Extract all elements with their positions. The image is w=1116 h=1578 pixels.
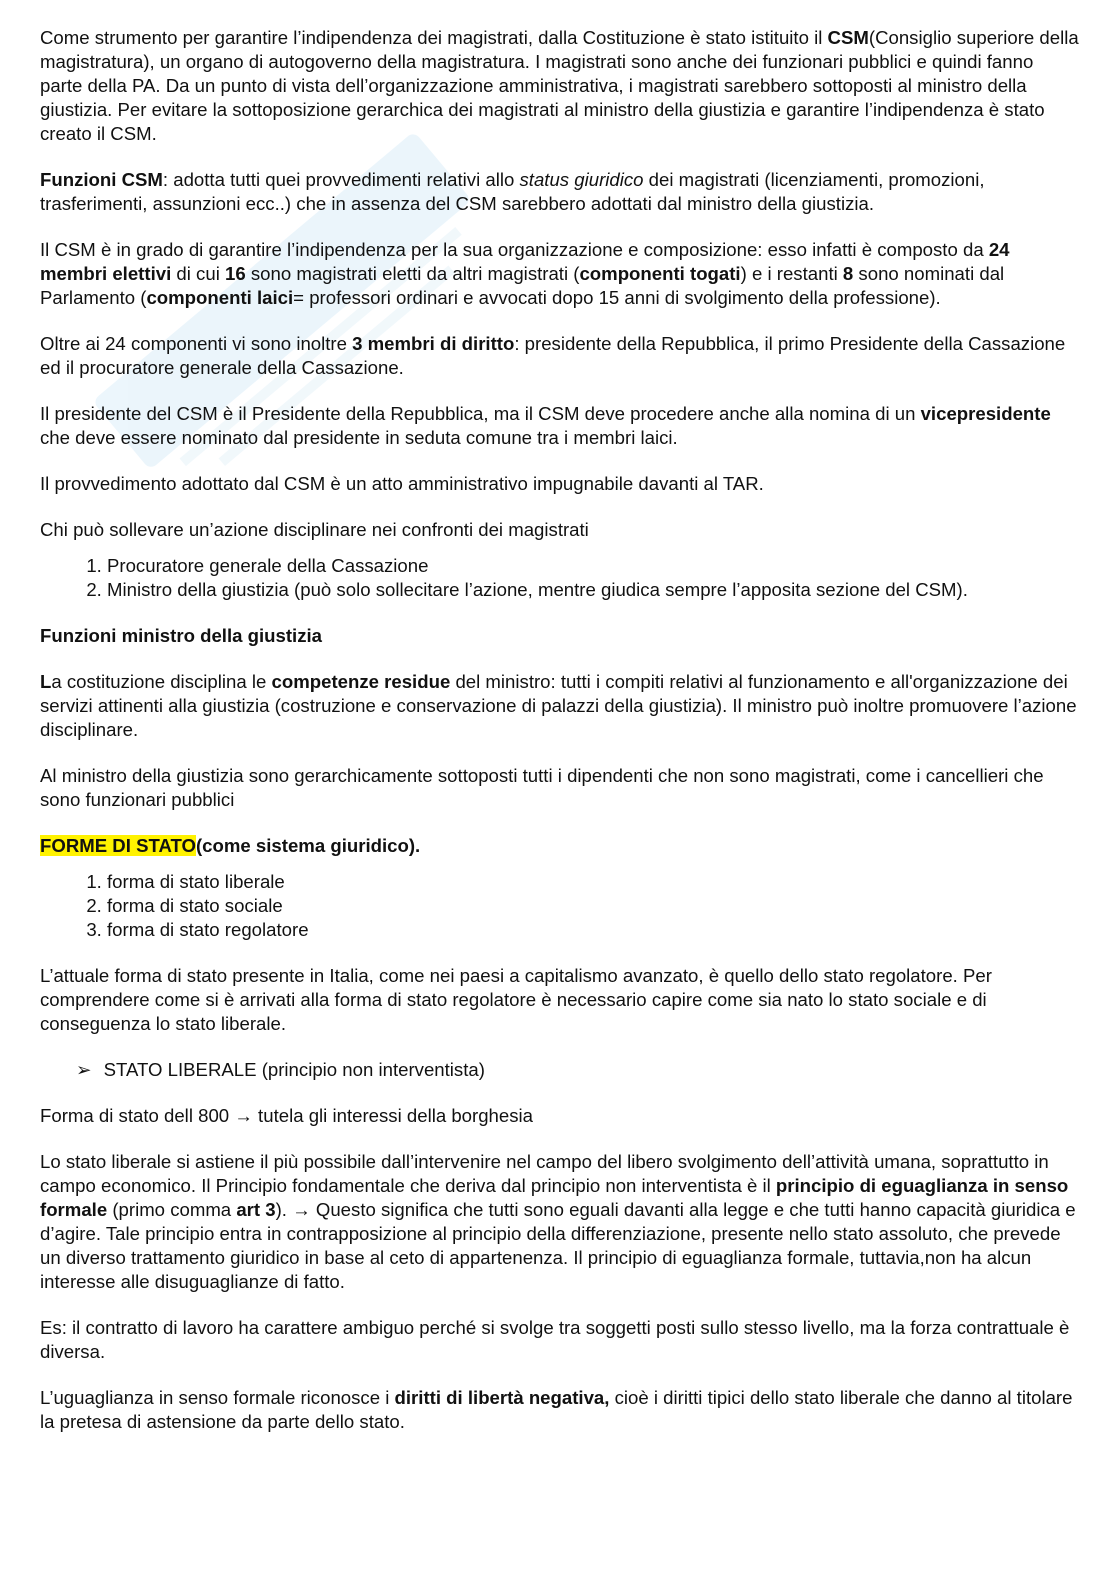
paragraph-stato-800: Forma di stato dell 800 → tutela gli interessi della borghesia	[40, 1105, 533, 1126]
paragraph-liberta-negativa: L’uguaglianza in senso formale riconosce i diritti di libertà negativa, cioè i diritti tipici dello stato liberale che danno al titolare la pretesa di astensione da parte dello stato.	[40, 1387, 1073, 1432]
paragraph-esempio-contratto: Es: il contratto di lavoro ha carattere ambiguo perché si svolge tra soggetti posti sullo stesso livello, ma la forza contrattuale è diversa.	[40, 1317, 1070, 1362]
list-forme-di-stato	[40, 870, 1080, 942]
paragraph-composizione-csm: Il CSM è in grado di garantire l’indipendenza per la sua organizzazione e composizione: esso infatti è composto da 24 membri elettivi di cui 16 sono magistrati eletti da altri magistrati (componenti togati) e i restanti 8 sono nominati dal Parlamento (componenti laici= professori ordinari e avvocati dopo 15 anni di svolgimento della professione).	[40, 239, 1010, 308]
document-page	[40, 26, 1080, 1456]
list-item: 1. Procuratore generale della Cassazione	[107, 554, 1080, 578]
list-item: 1. forma di stato liberale	[107, 870, 1080, 894]
list-item: 2. forma di stato sociale	[107, 894, 1080, 918]
paragraph-membri-diritto: Oltre ai 24 componenti vi sono inoltre 3 membri di diritto: presidente della Repubblica, il primo Presidente della Cassazione ed il procuratore generale della Cassazione.	[40, 333, 1066, 378]
heading-funzioni-ministro: Funzioni ministro della giustizia	[40, 625, 323, 646]
list-item: 2. Ministro della giustizia (può solo sollecitare l’azione, mentre giudica sempre l’apposita sezione del CSM).	[107, 578, 1080, 602]
arrow-list-item: ➢ STATO LIBERALE (principio non interventista)	[76, 1058, 1080, 1082]
paragraph-competenze-ministro: La costituzione disciplina le competenze residue del ministro: tutti i compiti relativi al funzionamento e all'organizzazione dei servizi attinenti alla giustizia (costruzione e conservazione di palazzi della giustizia). Il ministro può inoltre promuovere l’azione disciplinare.	[40, 671, 1077, 740]
list-azione-disciplinare	[40, 554, 1080, 602]
paragraph-stato-liberale: Lo stato liberale si astiene il più possibile dall’intervenire nel campo del libero svolgimento dell’attività umana, soprattutto in campo economico. Il Principio fondamentale che deriva dal principio non interventista è il principio di eguaglianza in senso formale (primo comma art 3). → Questo significa che tutti sono eguali davanti alla legge e che tutti hanno capacità giuridica e d’agire. Tale principio entra in contrapposizione al principio della differenziazione, presente nello stato assoluto, che prevede un diverso trattamento giuridico in base al ceto di appartenenza. Il principio di eguaglianza formale, tuttavia,non ha alcun interesse alle disuguaglianze di fatto.	[40, 1151, 1076, 1292]
arrow-list	[40, 1058, 1080, 1082]
paragraph-azione-disciplinare: Chi può sollevare un’azione disciplinare nei confronti dei magistrati	[40, 519, 589, 540]
list-item: 3. forma di stato regolatore	[107, 918, 1080, 942]
paragraph-funzioni-csm: Funzioni CSM: adotta tutti quei provvedimenti relativi allo status giuridico dei magistrati (licenziamenti, promozioni, trasferimenti, assunzioni ecc..) che in assenza del CSM sarebbero adottati dal ministro della giustizia.	[40, 169, 985, 214]
paragraph-presidente-csm: Il presidente del CSM è il Presidente della Repubblica, ma il CSM deve procedere anche alla nomina di un vicepresidente che deve essere nominato dal presidente in seduta comune tra i membri laici.	[40, 403, 1051, 448]
paragraph-stato-regolatore: L’attuale forma di stato presente in Italia, come nei paesi a capitalismo avanzato, è quello dello stato regolatore. Per comprendere come si è arrivati alla forma di stato regolatore è necessario capire come sia nato lo stato sociale e di conseguenza lo stato liberale.	[40, 965, 992, 1034]
paragraph-dipendenti-ministro: Al ministro della giustizia sono gerarchicamente sottoposti tutti i dipendenti che non sono magistrati, come i cancellieri che sono funzionari pubblici	[40, 765, 1044, 810]
paragraph-csm-intro: Come strumento per garantire l’indipendenza dei magistrati, dalla Costituzione è stato istituito il CSM(Consiglio superiore della magistratura), un organo di autogoverno della magistratura. I magistrati sono anche dei funzionari pubblici e quindi fanno parte della PA. Da un punto di vista dell’organizzazione amministrativa, i magistrati sarebbero sottoposti al ministro della giustizia. Per evitare la sottoposizione gerarchica dei magistrati al ministro della giustizia e garantire l’indipendenza è stato creato il CSM.	[40, 27, 1079, 144]
paragraph-provvedimento: Il provvedimento adottato dal CSM è un atto amministrativo impugnabile davanti al TAR.	[40, 473, 764, 494]
highlighted-heading: FORME DI STATO	[40, 835, 196, 856]
heading-forme-di-stato: FORME DI STATO(come sistema giuridico).	[40, 835, 421, 856]
